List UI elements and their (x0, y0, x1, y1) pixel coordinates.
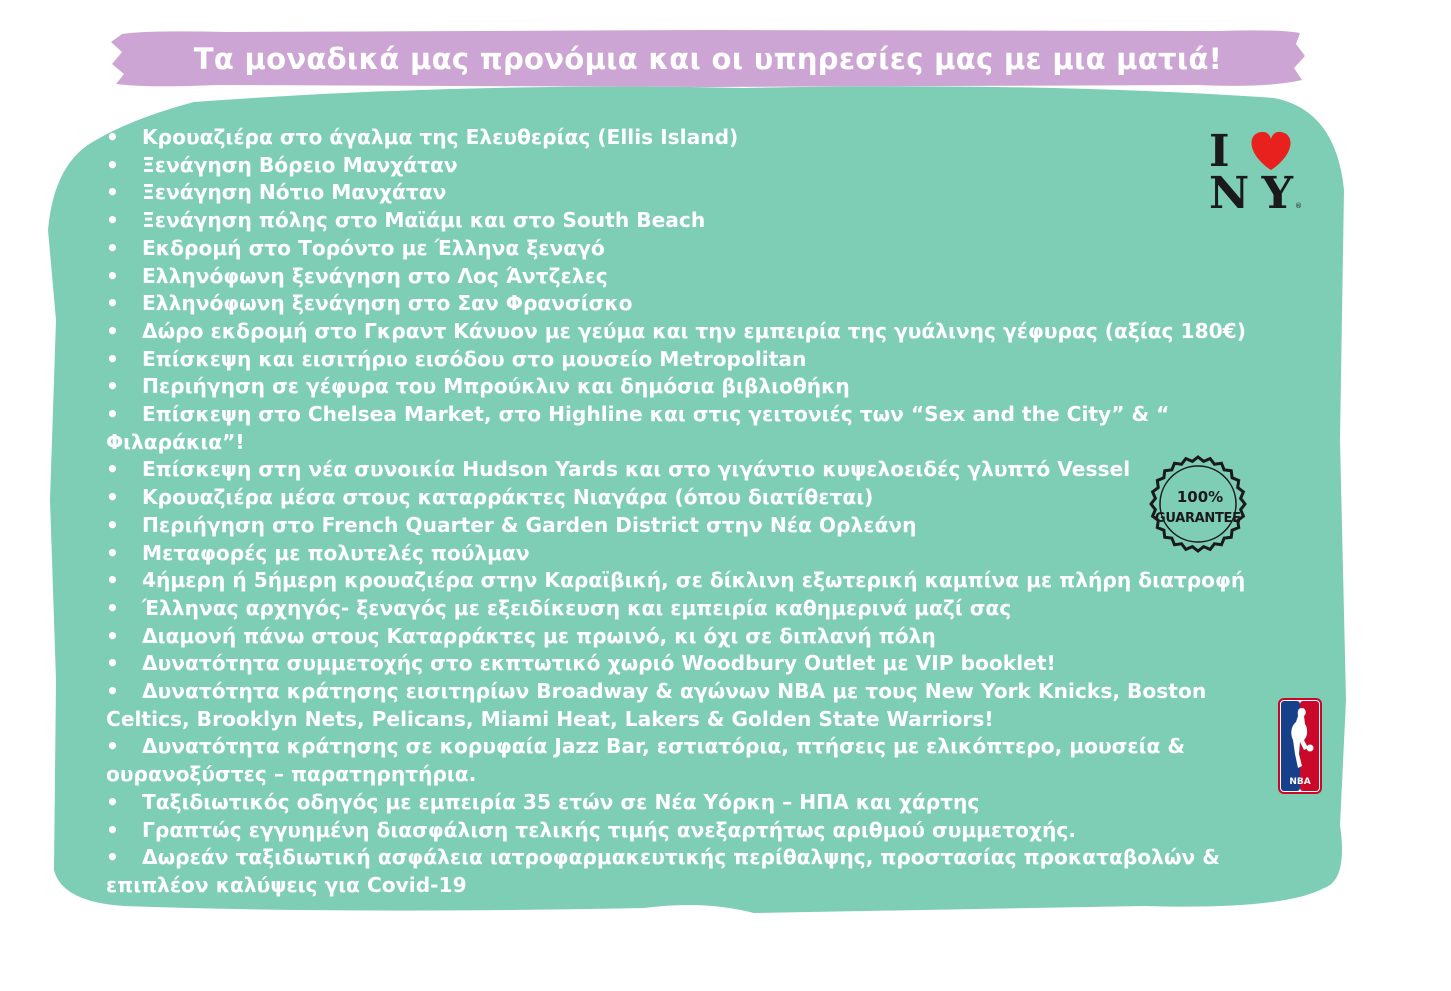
i-love-ny-logo (1207, 124, 1303, 214)
bullet: • (106, 457, 119, 482)
list-item (106, 290, 1286, 318)
list-item (106, 512, 1286, 540)
list-item-text: Δώρο εκδρομή στο Γκραντ Κάνυον με γεύμα και την εμπειρία της γυάλινης γέφυρας (αξίας 180€) (142, 318, 1246, 343)
bullet: • (106, 789, 119, 814)
list-item (106, 484, 1286, 512)
guarantee-top-text: 100% (1176, 488, 1224, 506)
list-item (106, 456, 1286, 484)
bullet: • (106, 540, 119, 565)
list-item-text: Γραπτώς εγγυημένη διασφάλιση τελικής τιμής ανεξαρτήτως αριθμού συμμετοχής. (142, 817, 1077, 842)
list-item-text: Μεταφορές με πολυτελές πούλμαν (142, 540, 530, 565)
list-item-text: Περιήγηση σε γέφυρα του Μπρούκλιν και δημόσια βιβλιοθήκη (142, 374, 850, 399)
list-item-text: Εκδρομή στο Τορόντο με Έλληνα ξεναγό (142, 235, 605, 260)
ny-logo-i: I (1209, 126, 1230, 177)
bullet: • (106, 374, 119, 399)
bullet: • (106, 512, 119, 537)
list-item-text: Δυνατότητα κράτησης εισιτηρίων Broadway & αγώνων NBA με τους New York Knicks, Boston Celtics, Brooklyn Nets, Pelicans, Miami Heat, Lakers & Golden State Warriors! (106, 679, 1207, 731)
list-item (106, 179, 1286, 207)
list-item-text: Δυνατότητα συμμετοχής στο εκπτωτικό χωριό Woodbury Outlet με VIP booklet! (142, 651, 1056, 676)
list-item (106, 346, 1286, 374)
list-item-text: Ξενάγηση Βόρειο Μανχάταν (142, 152, 458, 177)
list-item-text: Κρουαζιέρα μέσα στους καταρράκτες Νιαγάρα (όπου διατίθεται) (142, 485, 874, 510)
list-item-text: Επίσκεψη στο Chelsea Market, στο Highline και στις γειτονιές των “Sex and the City” & “ Φιλαράκια”! (106, 402, 1170, 454)
nba-logo-text: NBA (1289, 777, 1311, 787)
list-item (106, 789, 1286, 817)
bullet: • (106, 208, 119, 233)
bullet: • (106, 734, 119, 759)
guarantee-bottom-text: GUARANTEE (1155, 511, 1241, 526)
list-item-text: 4ήμερη ή 5ήμερη κρουαζιέρα στην Καραϊβική, σε δίκλινη εξωτερική καμπίνα με πλήρη διατροφή (142, 568, 1246, 593)
bullet: • (106, 568, 119, 593)
bullet: • (106, 125, 119, 149)
list-item (106, 207, 1286, 235)
banner-title: Τα μοναδικά μας προνόμια και οι υπηρεσίες μας με μια ματιά! (193, 42, 1223, 76)
list-item-text: Κρουαζιέρα στο άγαλμα της Ελευθερίας (Ellis Island) (142, 125, 739, 149)
bullet: • (106, 346, 119, 371)
list-item (106, 567, 1286, 595)
list-item (106, 152, 1286, 180)
list-item-text: Διαμονή πάνω στους Καταρράκτες με πρωινό, κι όχι σε διπλανή πόλη (142, 623, 936, 648)
bullet: • (106, 679, 119, 704)
heart-icon (1252, 132, 1291, 170)
bullet: • (106, 485, 119, 510)
list-item-text: Επίσκεψη στη νέα συνοικία Hudson Yards και στο γιγάντιο κυψελοειδές γλυπτό Vessel (142, 457, 1131, 482)
list-item-text: Δωρεάν ταξιδιωτική ασφάλεια ιατροφαρμακευτικής περίθαλψης, προστασίας προκαταβολών & επιπλέον καλύψεις για Covid-19 (106, 845, 1220, 897)
benefits-list (106, 124, 1286, 900)
bullet: • (106, 318, 119, 343)
list-item (106, 401, 1286, 456)
bullet: • (106, 180, 119, 205)
bullet: • (106, 845, 119, 870)
list-item (106, 844, 1286, 899)
list-item (106, 235, 1286, 263)
bullet: • (106, 235, 119, 260)
list-item-text: Έλληνας αρχηγός- ξεναγός με εξειδίκευση και εμπειρία καθημερινά μαζί σας (142, 595, 1012, 620)
list-item-text: Περιήγηση στο French Quarter & Garden District στην Νέα Ορλεάνη (142, 512, 917, 537)
bullet: • (106, 623, 119, 648)
list-item (106, 540, 1286, 568)
list-item (106, 263, 1286, 291)
list-item-text: Ξενάγηση πόλης στο Μαϊάμι και στο South Beach (142, 208, 706, 233)
list-item (106, 373, 1286, 401)
bullet: • (106, 402, 119, 427)
bullet: • (106, 651, 119, 676)
bullet: • (106, 263, 119, 288)
list-item (106, 733, 1286, 788)
bullet: • (106, 152, 119, 177)
list-item-text: Ελληνόφωνη ξενάγηση στο Λος Άντζελες (142, 263, 608, 288)
list-item (106, 124, 1286, 152)
list-item (106, 595, 1286, 623)
list-item-text: Επίσκεψη και εισιτήριο εισόδου στο μουσείο Metropolitan (142, 346, 807, 371)
list-item (106, 318, 1286, 346)
list-item-text: Ελληνόφωνη ξενάγηση στο Σαν Φρανσίσκο (142, 291, 633, 316)
list-item (106, 817, 1286, 845)
list-item-text: Δυνατότητα κράτησης σε κορυφαία Jazz Bar, εστιατόρια, πτήσεις με ελικόπτερο, μουσεία & ουρανοξύστες – παρατηρητήρια. (106, 734, 1185, 787)
list-item-text: Ξενάγηση Νότιο Μανχάταν (142, 180, 447, 205)
bullet: • (106, 291, 119, 316)
nba-logo (1278, 698, 1322, 794)
bullet: • (106, 595, 119, 620)
registered-mark: ® (1295, 202, 1302, 210)
ny-logo-ny: NY (1209, 168, 1293, 214)
list-item (106, 650, 1286, 678)
list-item-text: Ταξιδιωτικός οδηγός με εμπειρία 35 ετών σε Νέα Υόρκη – ΗΠΑ και χάρτης (142, 789, 980, 814)
guarantee-seal-icon (1148, 454, 1248, 554)
list-item (106, 623, 1286, 651)
bullet: • (106, 817, 119, 842)
list-item (106, 678, 1286, 733)
